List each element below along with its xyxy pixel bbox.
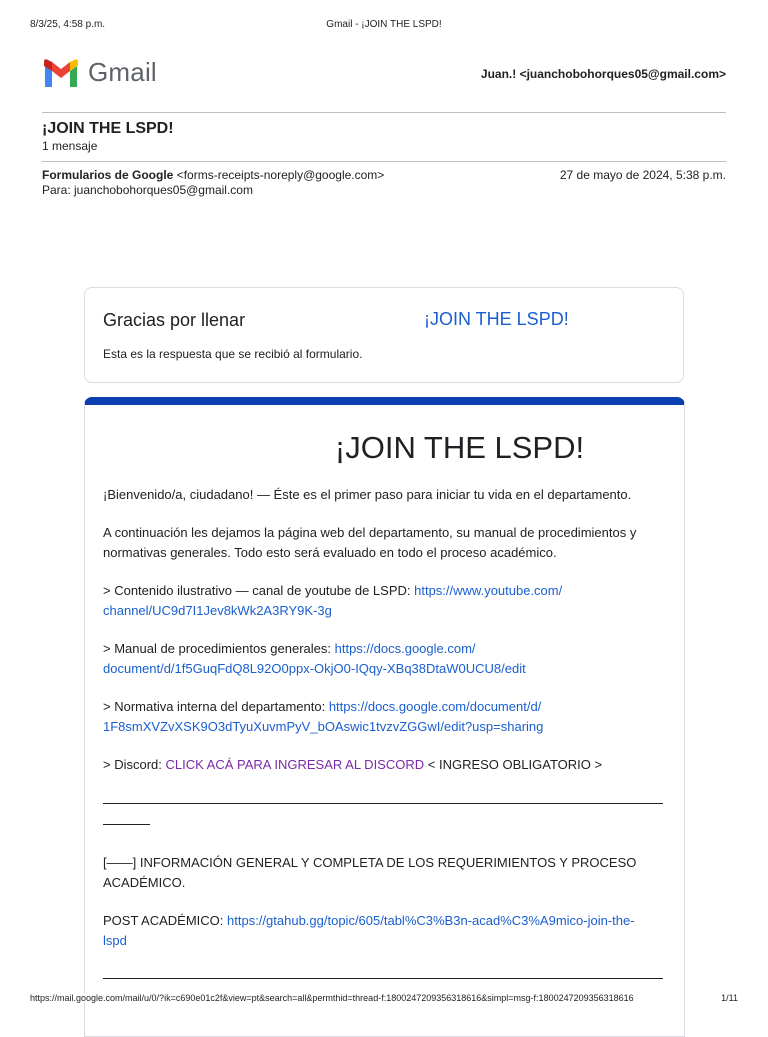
separator-line [103,978,663,979]
receipt-note: Esta es la respuesta que se recibió al formulario. [103,347,363,361]
youtube-label: > Contenido ilustrativo — canal de youtube de LSPD: [103,583,415,598]
print-title: Gmail - ¡JOIN THE LSPD! [326,19,442,30]
discord-label: > Discord: [103,757,166,772]
post-line [103,911,667,950]
manual-link[interactable]: https://docs.google.com/ [334,641,476,656]
account-email: Juan.! <juanchobohorques05@gmail.com> [480,67,726,81]
youtube-link[interactable]: https://www.youtube.com/ [414,583,563,598]
separator-line [103,803,663,804]
divider [42,112,726,113]
sender-name: Formularios de Google [42,168,174,182]
form-title: ¡JOIN THE LSPD! [334,430,585,465]
message-count: 1 mensaje [42,139,98,153]
info-heading [103,853,667,892]
intro-text: A continuación les dejamos la página web del departamento, su manual de procedimientos y normativas generales. Todo esto será evaluado en todo el proceso académico. [103,525,637,560]
print-page: 1/11 [721,993,738,1003]
separator-line-short [103,824,150,825]
rules-link[interactable]: https://docs.google.com/document/d/ [328,699,542,714]
message-date: 27 de mayo de 2024, 5:38 p.m. [559,168,726,182]
manual-label: > Manual de procedimientos generales: [103,641,335,656]
gmail-m-icon [42,58,80,88]
gmail-logo[interactable] [42,57,157,88]
post-label: POST ACADÉMICO: [103,913,228,928]
manual-link-cont[interactable]: document/d/1f5GuqFdQ8L92O0ppx-OkjO0-IQqy-XBq38DtaW0UCU8/edit [103,660,526,676]
gmail-wordmark: Gmail [88,57,157,87]
divider [42,161,726,162]
youtube-link-cont[interactable]: channel/UC9d7I1Jev8kWk2A3RY9K-3g [103,602,332,618]
receipt-card [84,287,684,383]
thanks-text: Gracias por llenar [103,310,246,330]
print-datetime: 8/3/25, 4:58 p.m. [30,19,106,30]
welcome-text: ¡Bienvenido/a, ciudadano! — Éste es el primer paso para iniciar tu vida en el departamento. [103,487,632,502]
form-card [84,397,685,1037]
print-url: https://mail.google.com/mail/u/0/?ik=c690e01c2f&view=pt&search=all&permthid=thread-f:1800247209356318616&simpl=msg-f:1800247209356318616 [30,993,638,1003]
sender-email: <forms-receipts-noreply@google.com> [176,168,385,182]
manual-line [103,639,667,678]
form-title-link[interactable]: ¡JOIN THE LSPD! [424,309,569,329]
rules-line [103,697,667,736]
recipient: Para: juanchobohorques05@gmail.com [42,183,253,197]
youtube-line [103,581,667,620]
rules-label: > Normativa interna del departamento: [103,699,329,714]
post-link[interactable]: https://gtahub.gg/topic/605/tabl%C3%B3n-acad%C3%A9mico-join-the- [227,913,635,928]
info-heading-line1: [——] INFORMACIÓN GENERAL Y COMPLETA DE LOS REQUERIMIENTOS Y PROCESO [103,855,637,870]
thread-subject: ¡JOIN THE LSPD! [42,120,174,137]
discord-link[interactable]: CLICK ACÁ PARA INGRESAR AL DISCORD [165,757,425,772]
rules-link-cont[interactable]: 1F8smXVZvXSK9O3dTyuXuvmPyV_bOAswic1tvzvZGGwI/edit?usp=sharing [103,718,544,734]
discord-suffix: < INGRESO OBLIGATORIO > [424,757,603,772]
info-heading-line2: ACADÉMICO. [103,874,186,890]
sender [42,168,384,182]
post-link-cont[interactable]: lspd [103,932,127,948]
discord-line [103,755,667,775]
